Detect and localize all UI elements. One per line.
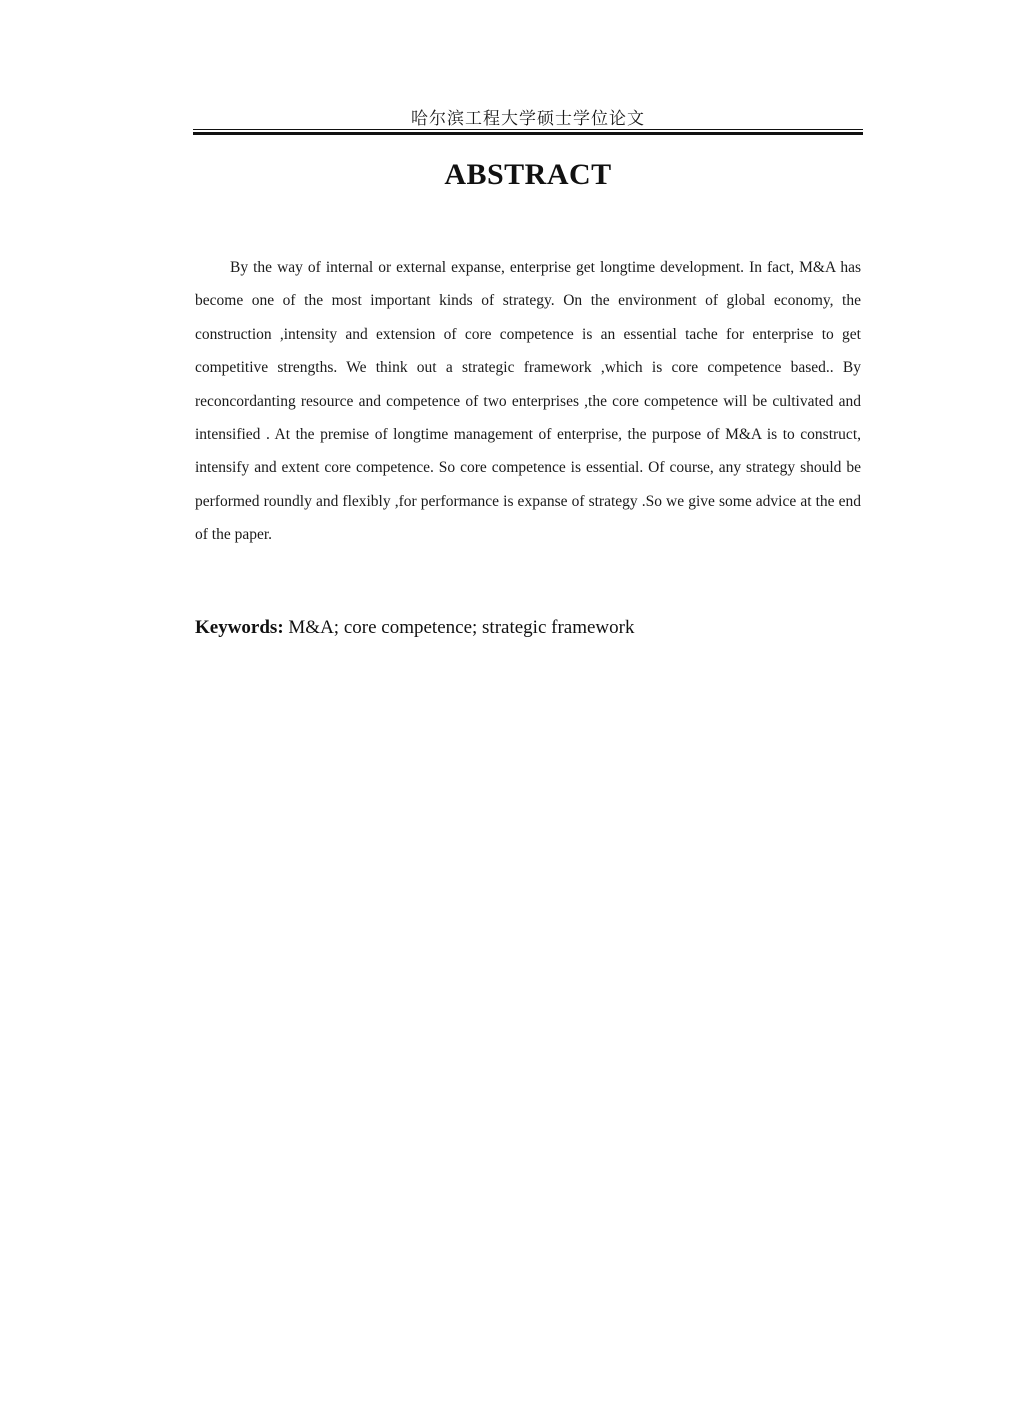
running-header: 哈尔滨工程大学硕士学位论文 [411, 109, 645, 128]
header-rule-thick [193, 132, 863, 135]
keywords-value: M&A; core competence; strategic framework [288, 617, 635, 638]
keywords-line [195, 617, 861, 639]
abstract-paragraph: By the way of internal or external expanse, enterprise get longtime development. In fact, M&A has become one of the most important kinds of strategy. On the environment of global economy, the construction ,intensity and extension of core competence is an essential tache for enterprise to get competitive strengths. We think out a strategic framework ,which is core competence based.. By reconcordanting resource and competence of two enterprises ,the core competence will be cultivated and intensified . At the premise of longtime management of enterprise, the purpose of M&A is to construct, intensify and extent core competence. So core competence is essential. Of course, any strategy should be performed roundly and flexibly ,for performance is expanse of strategy .So we give some advice at the end of the paper. [195, 259, 861, 544]
abstract-title: ABSTRACT [444, 158, 612, 191]
keywords-label: Keywords: [195, 617, 284, 638]
header-rule-thin [193, 129, 863, 130]
